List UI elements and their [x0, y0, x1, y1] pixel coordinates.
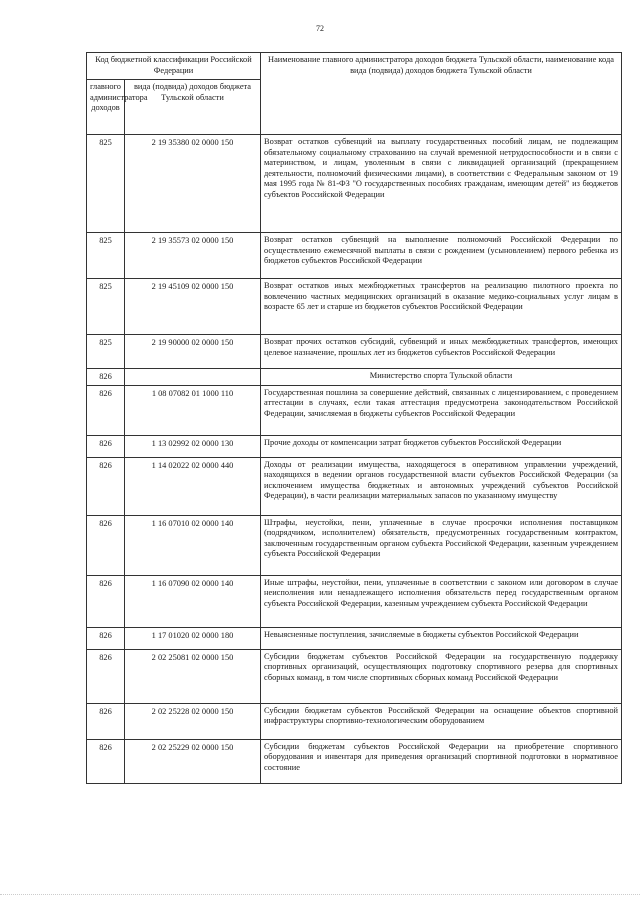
income-code-cell: 2 02 25081 02 0000 150 [125, 649, 261, 703]
department-name-cell: Министерство спорта Тульской области [261, 369, 622, 386]
income-description-cell: Субсидии бюджетам субъектов Российской Федерации на оснащение объектов спортивной инфраструктуры спортивно-технологическим оборудованием [261, 703, 622, 739]
admin-code-cell: 825 [87, 279, 125, 335]
header-group-title: Код бюджетной классификации Российской Федерации [87, 53, 261, 80]
income-code-cell: 2 02 25229 02 0000 150 [125, 739, 261, 783]
income-description-cell: Доходы от реализации имущества, находящегося в оперативном управлении учреждений, находящихся в ведении органов государственной власти субъектов Российской Федерации (за исключением имущества бюджетных и автономных учреждений субъектов Российской Федерации), в части реализации материальных запасов по указанному имуществу [261, 457, 622, 515]
admin-code-cell: 826 [87, 369, 125, 386]
header-type-column: вида (подвида) доходов бюджета Тульской области [125, 80, 261, 135]
table-row [87, 279, 622, 335]
income-code-cell: 1 13 02992 02 0000 130 [125, 435, 261, 457]
table-row [87, 457, 622, 515]
income-code-cell: 2 02 25228 02 0000 150 [125, 703, 261, 739]
table-row [87, 575, 622, 627]
income-code-cell: 2 19 35380 02 0000 150 [125, 135, 261, 233]
header-admin-column: главного администратора доходов [87, 80, 125, 135]
table-row [87, 369, 622, 386]
admin-code-cell: 826 [87, 703, 125, 739]
admin-code-cell: 826 [87, 575, 125, 627]
table-row [87, 739, 622, 783]
table-row [87, 233, 622, 279]
header-name-column: Наименование главного администратора доходов бюджета Тульской области, наименование кода вида (подвида) доходов бюджета Тульской области [261, 53, 622, 135]
table-row [87, 335, 622, 369]
table-row [87, 627, 622, 649]
income-description-cell: Возврат остатков субвенций на выплату государственных пособий лицам, не подлежащим обязательному социальному страхованию на случай временной нетрудоспособности и в связи с материнством, и лицам, уволенным в связи с ликвидацией организаций (прекращением деятельности, полномочий физическими лицами), в соответствии с Федеральным законом от 19 мая 1995 года № 81-ФЗ "О государственных пособиях гражданам, имеющим детей" из бюджетов субъектов Российской Федерации [261, 135, 622, 233]
table-row [87, 515, 622, 575]
table-row [87, 435, 622, 457]
income-description-cell: Иные штрафы, неустойки, пени, уплаченные в соответствии с законом или договором в случае неисполнения или ненадлежащего исполнения обязательств перед государственным органом субъекта Российской Федерации, казенным учреждением субъекта Российской Федерации [261, 575, 622, 627]
income-description-cell: Штрафы, неустойки, пени, уплаченные в случае просрочки исполнения поставщиком (подрядчиком, исполнителем) обязательств, предусмотренных государственным контрактом, заключенным государственным органом субъекта Российской Федерации, казенным учреждением субъекта Российской Федерации [261, 515, 622, 575]
income-code-cell: 1 17 01020 02 0000 180 [125, 627, 261, 649]
admin-code-cell: 825 [87, 335, 125, 369]
income-description-cell: Невыясненные поступления, зачисляемые в бюджеты субъектов Российской Федерации [261, 627, 622, 649]
income-code-cell [125, 369, 261, 386]
income-description-cell: Субсидии бюджетам субъектов Российской Федерации на государственную поддержку спортивных организаций, осуществляющих подготовку спортивного резерва для спортивных сборных команд, в том числе спортивных сборных команд Российской Федерации [261, 649, 622, 703]
income-code-cell: 1 16 07090 02 0000 140 [125, 575, 261, 627]
income-description-cell: Возврат остатков иных межбюджетных трансфертов на реализацию пилотного проекта по вовлечению частных медицинских организаций в оказание медико-социальных услуг лицам в возрасте 65 лет и старше из бюджетов субъектов Российской Федерации [261, 279, 622, 335]
admin-code-cell: 826 [87, 515, 125, 575]
admin-code-cell: 826 [87, 649, 125, 703]
table-row [87, 385, 622, 435]
admin-code-cell: 826 [87, 435, 125, 457]
admin-code-cell: 826 [87, 457, 125, 515]
income-code-cell: 2 19 90000 02 0000 150 [125, 335, 261, 369]
income-description-cell: Субсидии бюджетам субъектов Российской Федерации на приобретение спортивного оборудования и инвентаря для приведения организаций спортивной подготовки в нормативное состояние [261, 739, 622, 783]
income-description-cell: Прочие доходы от компенсации затрат бюджетов субъектов Российской Федерации [261, 435, 622, 457]
admin-code-cell: 826 [87, 627, 125, 649]
income-code-cell: 2 19 35573 02 0000 150 [125, 233, 261, 279]
table-body [87, 135, 622, 784]
admin-code-cell: 826 [87, 739, 125, 783]
budget-classification-table [86, 52, 622, 784]
admin-code-cell: 825 [87, 135, 125, 233]
income-code-cell: 1 08 07082 01 1000 110 [125, 385, 261, 435]
income-code-cell: 1 14 02022 02 0000 440 [125, 457, 261, 515]
income-code-cell: 1 16 07010 02 0000 140 [125, 515, 261, 575]
admin-code-cell: 826 [87, 385, 125, 435]
income-description-cell: Государственная пошлина за совершение действий, связанных с лицензированием, с проведением аттестации в случаях, если такая аттестация предусмотрена законодательством Российской Федерации, зачисляемая в бюджеты субъектов Российской Федерации [261, 385, 622, 435]
table-row [87, 703, 622, 739]
table-row [87, 135, 622, 233]
table-row [87, 649, 622, 703]
income-description-cell: Возврат остатков субвенций на выполнение полномочий Российской Федерации по осуществлению ежемесячной выплаты в связи с рождением (усыновлением) первого ребенка из бюджетов субъектов Российской Федерации [261, 233, 622, 279]
page-footer-line [0, 894, 640, 895]
income-description-cell: Возврат прочих остатков субсидий, субвенций и иных межбюджетных трансфертов, имеющих целевое назначение, прошлых лет из бюджетов субъектов Российской Федерации [261, 335, 622, 369]
income-code-cell: 2 19 45109 02 0000 150 [125, 279, 261, 335]
page-number: 72 [316, 24, 324, 33]
admin-code-cell: 825 [87, 233, 125, 279]
